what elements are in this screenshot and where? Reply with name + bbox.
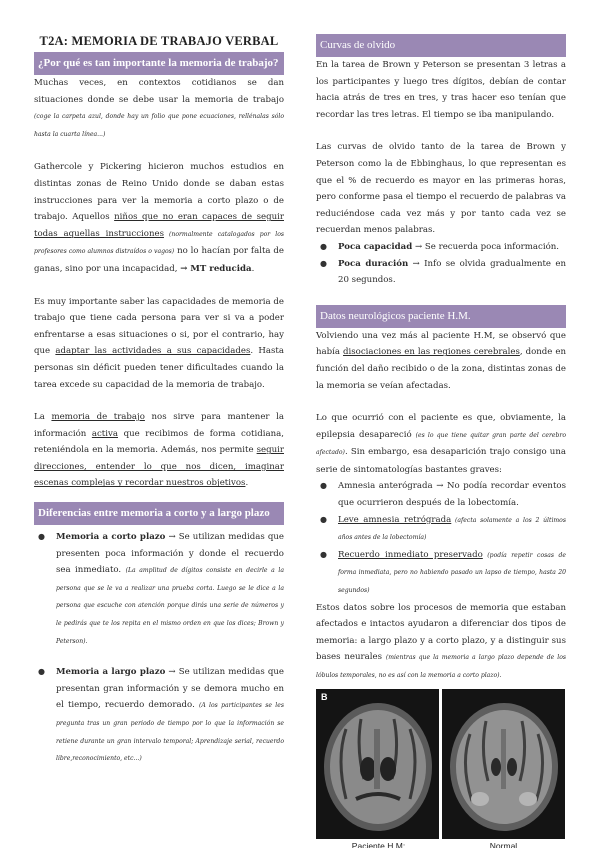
paragraph-everyday: Muchas veces, en contextos cotidianos se dan situaciones donde se debe usar la memoria de trabajo (coge la carpeta azul, donde hay un folio que pone ecuaciones, rellénalas sólo hasta la cuarta línea...) xyxy=(34,78,284,138)
caption-normal: Normal xyxy=(489,840,518,848)
list-item-immediate-recall: ● Recuerdo inmediato preservado (podía repetir cosas de forma inmediata, pero no habiendo pasado un lapso de tiempo, hasta 20 segundos) xyxy=(316,547,566,600)
paragraph-brown-peterson: En la tarea de Brown y Peterson se presentan 3 letras a los participantes y luego tres dígitos, debían de contar hacia atrás de tres en tres, y tras hacer eso tenían que recordar las tres letras. El tiempo se iba manipulando. xyxy=(316,60,566,120)
caption-patient: Paciente H.M: xyxy=(351,840,406,848)
paragraph-curves: Las curvas de olvido tanto de la tarea de Brown y Peterson como la de Ebbinghaus, lo que representan es que el % de recuerdo es mayor en las primeras horas, pero conforme pasa el tiempo el recuerdo de palabras va reduciéndose cada vez más y por tanto cada vez se recuerdan menos palabras. xyxy=(316,142,566,236)
figure-label: B xyxy=(321,691,328,702)
mri-patient-hm xyxy=(316,689,439,839)
paragraph-conclusion: Estos datos sobre los procesos de memoria que estaban afectados e intactos ayudaron a diferenciar dos tipos de memoria: a largo plazo y a corto plazo, y a distinguir sus bases neurales (mientras que la memoria a largo plazo depende de los lóbulos temporales, no es así con la memoria a corto plazo). xyxy=(316,602,566,679)
paragraph-epilepsy: Lo que ocurrió con el paciente es que, obviamente, la epilepsia desapareció (es lo que tiene quitar gran parte del cerebro afectado). Sin embargo, esa desaparición trajo consigo una serie de sintomatologías bastantes graves: xyxy=(316,413,567,475)
section-heading-neuro-data: Datos neurológicos paciente H.M. xyxy=(316,305,566,328)
right-column xyxy=(316,34,566,848)
left-column xyxy=(34,34,284,768)
list-item-anterograde: ● Amnesia anterógrada → No podía recordar eventos que ocurrieron después de la lobectomía. xyxy=(316,478,566,511)
figure-captions xyxy=(316,841,566,848)
paragraph-gathercole: Gathercole y Pickering hicieron muchos estudios en distintas zonas de Reino Unido donde se daban estas instrucciones para ver la memoria a corto plazo o de trabajo. Aquellos niños que no eran capaces de seguir todas aquellas instrucciones (normalmente catalogados por los profesores como alumnos distraídos o vagos) no lo hacían por falta de ganas, sino por una incapacidad, → MT reducida. xyxy=(34,162,284,274)
list-item-retrograde: ● Leve amnesia retrógrada (afecta solamente a los 2 últimos años antes de la lobectomía) xyxy=(316,512,566,547)
mri-normal xyxy=(442,689,565,839)
list-item-low-duration: ● Poca duración → Info se olvida gradualmente en 20 segundos. xyxy=(316,256,566,289)
section-heading-differences: Diferencias entre memoria a corto y a largo plazo xyxy=(34,502,284,525)
paragraph-dissociations: Volviendo una vez más al paciente H.M, se observó que había disociaciones en las regiones cerebrales, donde en función del daño recibido o de la zona, distintas zonas de la memoria se veían afectadas. xyxy=(316,330,566,391)
symptoms-list xyxy=(316,478,566,599)
curve-list xyxy=(316,239,566,289)
list-item-low-capacity: ● Poca capacidad → Se recuerda poca información. xyxy=(316,239,566,256)
brain-scan-normal-image xyxy=(442,689,565,839)
memory-types-list xyxy=(34,529,284,768)
page-title: T2A: MEMORIA DE TRABAJO VERBAL xyxy=(39,34,279,48)
brain-scan-hm-image xyxy=(316,689,439,839)
paragraph-capacities: Es muy importante saber las capacidades de memoria de trabajo que tiene cada persona para ver si va a poder enfrentarse a esas situaciones o si, por el contrario, hay que adaptar las actividades a sus capacidades. Hasta personas sin déficit pueden tener dificultades cuando la tarea excede su capacidad de la memoria de trabajo. xyxy=(34,296,284,390)
list-item-short-term: ● Memoria a corto plazo → Se utilizan medidas que presenten poca información y donde el recuerdo sea inmediato. (La amplitud de dígitos consiste en decirle a la persona que se le va a realizar una prueba corta. Luego se le dice a la persona que escuche con atención porque dirás una serie de números y le pedirás que te los repita en el mismo orden en que los dices; Brown y Peterson). xyxy=(34,529,284,650)
mri-figure xyxy=(316,689,566,839)
paragraph-working-memory: La memoria de trabajo nos sirve para mantener la información activa que recibimos de forma cotidiana, reteniéndola en la memoria. Además, nos permite seguir direcciones, entender lo que nos dicen, imaginar escenas complejas y recordar nuestros objetivos. xyxy=(34,412,285,489)
section-heading-importance: ¿Por qué es tan importante la memoria de trabajo? xyxy=(34,52,284,75)
list-item-long-term: ● Memoria a largo plazo → Se utilizan medidas que presentan gran información y se demora mucho en el tiempo, recuerdo demorado. (A los participantes se les pregunta tras un gran periodo de tiempo por lo que la información se retiene durante un gran intervalo temporal; Aprendizaje serial, recuerdo libre,reconocimiento, etc...) xyxy=(34,664,284,768)
section-heading-forgetting-curves: Curvas de olvido xyxy=(316,34,566,57)
